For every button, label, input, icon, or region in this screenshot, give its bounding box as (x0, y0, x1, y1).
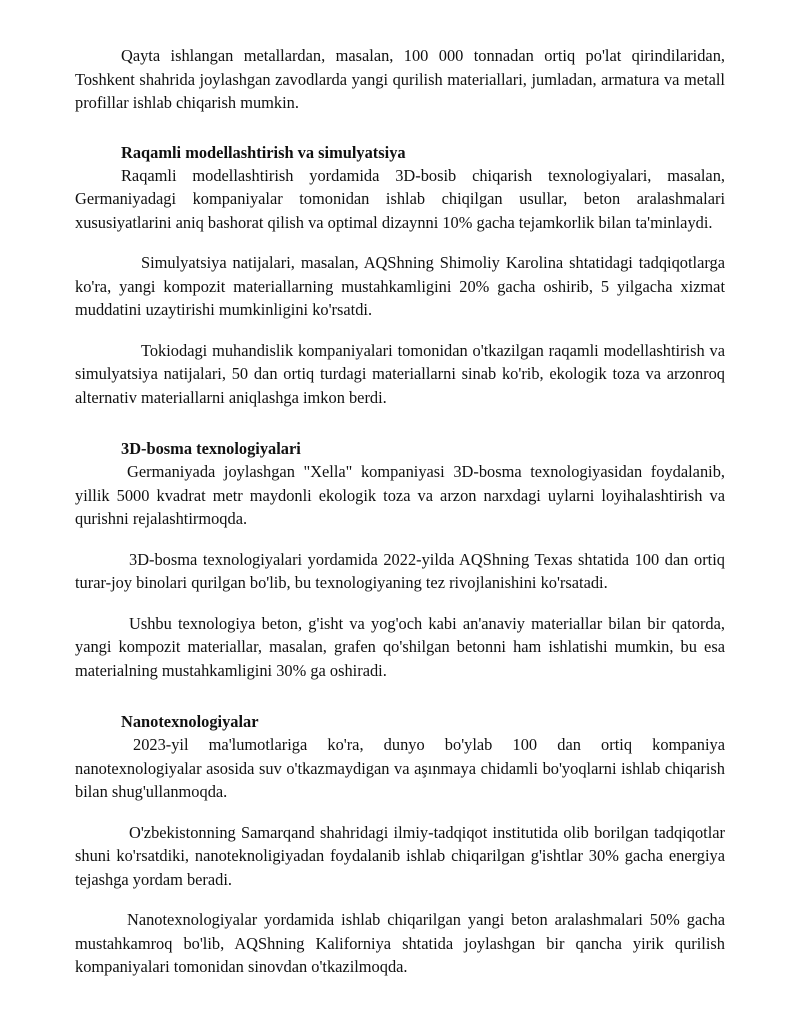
section-heading-digital-modeling: Raqamli modellashtirish va simulyatsiya (121, 142, 406, 162)
paragraph-nanotechnology-3: Nanotexnologiyalar yordamida ishlab chiqarilgan yangi beton aralashmalari 50% gacha mustahkamroq bo'lib, AQShning Kaliforniya shtatida joylashgan bir qancha yirik qurilish kompaniyalari tomonidan sinovdan o'tkazilmoqda. (75, 910, 725, 976)
paragraph-nanotechnology-2: O'zbekistonning Samarqand shahridagi ilmiy-tadqiqot institutida olib borilgan tadqiqotlar shuni ko'rsatdiki, nanoteknoligiyadan foydalanib ishlab chiqarilgan g'ishtlar 30% gacha energiya tejashga yordam beradi. (75, 822, 725, 889)
paragraph-digital-modeling-3: Tokiodagi muhandislik kompaniyalari tomonidan o'tkazilgan raqamli modellashtirish va simulyatsiya natijalari, 50 dan ortiq turdagi materiallarni sinab ko'rib, ekologik toza va arzonroq alternativ materiallarni aniqlashga imkon berdi. (75, 340, 725, 407)
paragraph-digital-modeling-1: Raqamli modellashtirish yordamida 3D-bosib chiqarish texnologiyalari, masalan, Germaniyadagi kompaniyalar tomonidan ishlab chiqilgan usullar, beton aralashmalari xususiyatlarini aniq bashorat qilish va optimal dizaynni 10% gacha tejamkorlik bilan ta'minlaydi. (75, 165, 725, 232)
paragraph-digital-modeling-2: Simulyatsiya natijalari, masalan, AQShning Shimoliy Karolina shtatidagi tadqiqotlarga ko'ra, yangi kompozit materiallarning mustahkamligini 20% gacha oshirib, 5 yilgacha xizmat muddatini uzaytirishi mumkinligini ko'rsatdi. (75, 253, 725, 319)
section-heading-nanotechnology: Nanotexnologiyalar (121, 712, 259, 731)
paragraph-nanotechnology-1: 2023-yil ma'lumotlariga ko'ra, dunyo bo'ylab 100 dan ortiq kompaniya nanotexnologiyalar asosida suv o'tkazmaydigan va aşınmaya chidamli bo'yoqlarni ishlab chiqarish bilan shug'ullanmoqda. (75, 735, 725, 801)
paragraph-intro: Qayta ishlangan metallardan, masalan, 100 000 tonnadan ortiq po'lat qirindilaridan, Toshkent shahrida joylashgan zavodlarda yangi qurilish materiallari, jumladan, armatura va metall profillar ishlab chiqarish mumkin. (75, 46, 725, 112)
paragraph-3d-printing-3: Ushbu texnologiya beton, g'isht va yog'och kabi an'anaviy materiallar bilan bir qatorda, yangi kompozit materiallar, masalan, grafen qo'shilgan betonni ham ishlatishi mumkin, bu esa materialning mustahkamligini 30% ga oshiradi. (75, 613, 725, 680)
paragraph-3d-printing-2: 3D-bosma texnologiyalari yordamida 2022-yilda AQShning Texas shtatida 100 dan ortiq turar-joy binolari qurilgan bo'lib, bu texnologiyaning tez rivojlanishini ko'rsatadi. (75, 549, 725, 592)
paragraph-3d-printing-1: Germaniyada joylashgan "Xella" kompaniyasi 3D-bosma texnologiyasidan foydalanib, yillik 5000 kvadrat metr maydonli ekologik toza va arzon narxdagi uylarni loyihalashtirish va qurishni rejalashtirmoqda. (75, 462, 725, 528)
document-page (75, 44, 725, 979)
section-heading-3d-printing: 3D-bosma texnologiyalari (121, 439, 301, 458)
